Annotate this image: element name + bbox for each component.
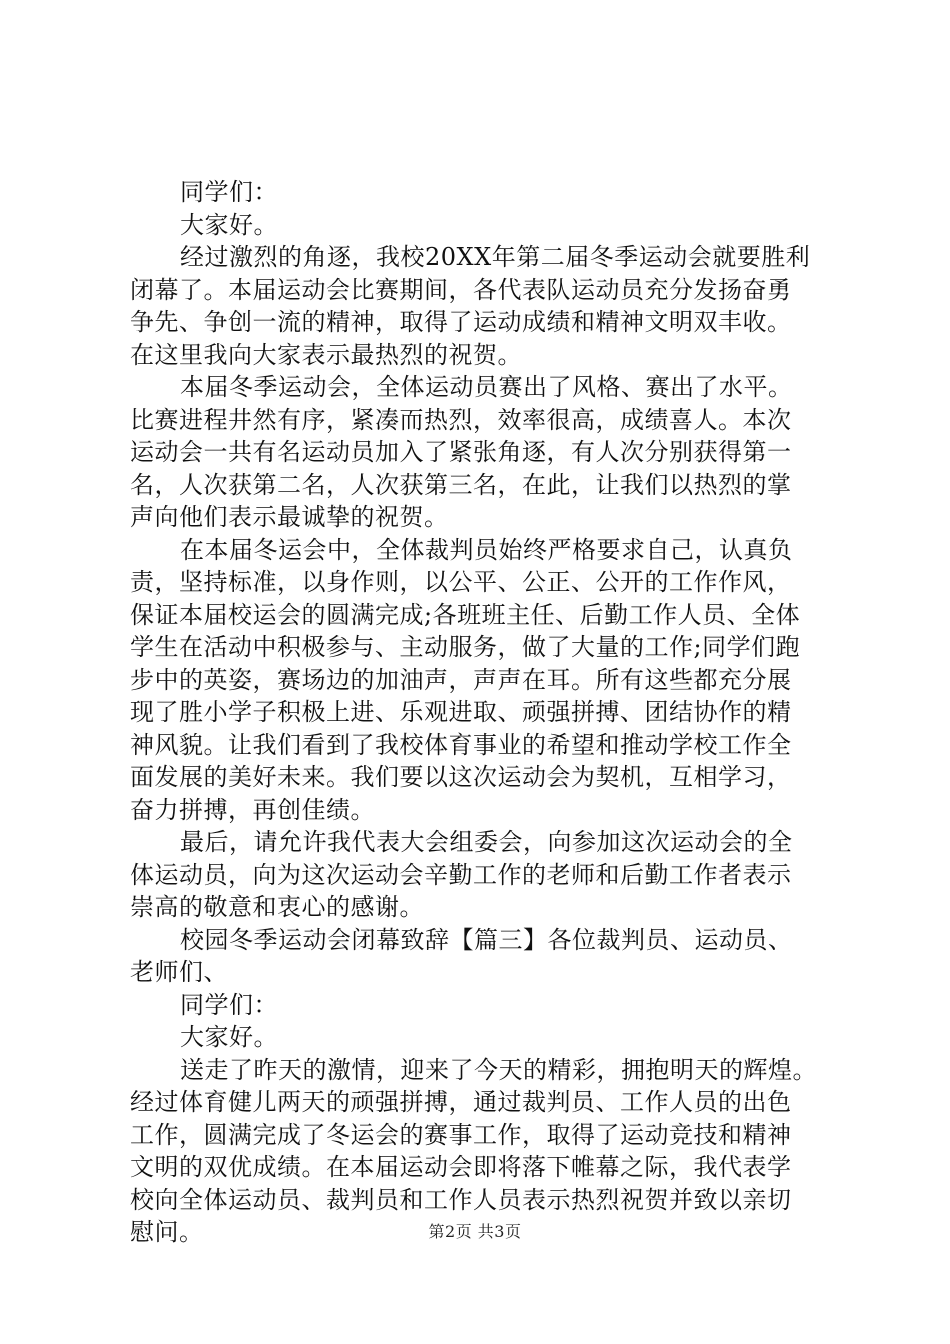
text-line: 经过激烈的角逐，我校20XX年第二届冬季运动会就要胜利 <box>180 243 811 271</box>
text-line: 老师们、 <box>130 958 228 986</box>
text-line: 体运动员，向为这次运动会辛勤工作的老师和后勤工作者表示 <box>130 860 792 889</box>
text-line: 校向全体运动员、裁判员和工作人员表示热烈祝贺并致以亲切 <box>130 1185 792 1214</box>
text-line: 面发展的美好未来。我们要以这次运动会为契机，互相学习， <box>130 763 792 791</box>
text-line: 文明的双优成绩。在本届运动会即将落下帷幕之际，我代表学 <box>130 1153 792 1181</box>
text-line: 崇高的敬意和衷心的感谢。 <box>130 893 424 921</box>
page-footer: 第2页 共3页 <box>428 1222 522 1241</box>
text-line: 同学们： <box>180 990 278 1019</box>
text-line: 同学们： <box>180 178 278 206</box>
text-line: 送走了昨天的激情，迎来了今天的精彩，拥抱明天的辉煌。 <box>180 1055 817 1084</box>
text-line: 现了胜小学子积极上进、乐观进取、顽强拼搏、团结协作的精 <box>130 698 792 726</box>
text-line: 本届冬季运动会，全体运动员赛出了风格、赛出了水平。 <box>180 373 793 401</box>
text-line: 保证本届校运会的圆满完成;各班班主任、后勤工作人员、全体 <box>130 600 801 629</box>
document-body <box>130 176 855 1249</box>
text-line: 大家好。 <box>180 210 278 239</box>
text-line: 工作，圆满完成了冬运会的赛事工作，取得了运动竞技和精神 <box>130 1120 792 1149</box>
text-line: 经过体育健儿两天的顽强拼搏，通过裁判员、工作人员的出色 <box>130 1088 792 1116</box>
text-line: 运动会一共有名运动员加入了紧张角逐，有人次分别获得第一 <box>130 438 792 466</box>
text-line: 名，人次获第二名，人次获第三名，在此，让我们以热烈的掌 <box>130 470 792 499</box>
text-line: 学生在活动中积极参与、主动服务，做了大量的工作;同学们跑 <box>130 633 801 661</box>
text-line: 比赛进程井然有序，紧凑而热烈，效率很高，成绩喜人。本次 <box>130 405 792 434</box>
text-line: 慰问。 <box>130 1218 204 1246</box>
text-line: 最后，请允许我代表大会组委会，向参加这次运动会的全 <box>180 828 793 856</box>
text-line: 闭幕了。本届运动会比赛期间，各代表队运动员充分发扬奋勇 <box>130 275 792 304</box>
text-line: 奋力拼搏，再创佳绩。 <box>130 795 375 824</box>
text-line: 在这里我向大家表示最热烈的祝贺。 <box>130 340 522 369</box>
text-line: 声向他们表示最诚挚的祝贺。 <box>130 503 449 531</box>
text-line: 校园冬季运动会闭幕致辞【篇三】各位裁判员、运动员、 <box>180 925 793 954</box>
text-line: 争先、争创一流的精神，取得了运动成绩和精神文明双丰收。 <box>130 308 792 336</box>
text-line: 步中的英姿，赛场边的加油声，声声在耳。所有这些都充分展 <box>130 665 792 694</box>
text-line: 大家好。 <box>180 1023 278 1051</box>
text-line: 在本届冬运会中，全体裁判员始终严格要求自己，认真负 <box>180 535 793 564</box>
text-line: 神风貌。让我们看到了我校体育事业的希望和推动学校工作全 <box>130 730 792 759</box>
text-line: 责，坚持标准，以身作则，以公平、公正、公开的工作作风， <box>130 568 792 596</box>
